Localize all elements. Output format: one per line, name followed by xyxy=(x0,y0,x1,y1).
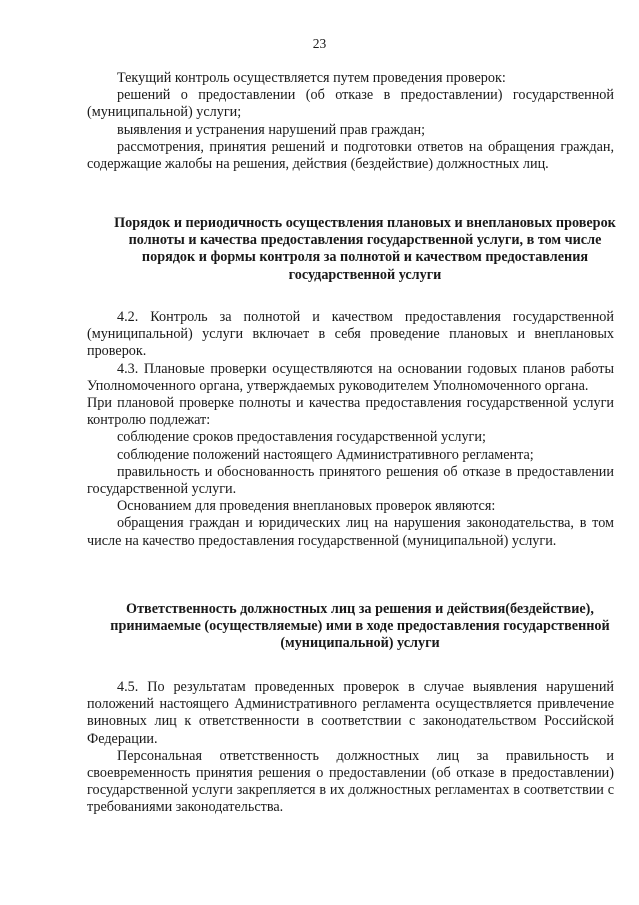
section-current-control xyxy=(87,70,614,173)
paragraph: правильность и обоснованность принятого решения об отказе в предоставлении государственной услуги. xyxy=(87,463,614,498)
paragraph: решений о предоставлении (об отказе в предоставлении) государственной (муниципальной) услуги; xyxy=(87,87,614,121)
section-responsibility xyxy=(87,679,614,817)
page-number: 23 xyxy=(312,36,327,51)
paragraph: Основанием для проведения внеплановых проверок являются: xyxy=(117,498,496,515)
paragraph: 4.2. Контроль за полнотой и качеством предоставления государственной (муниципальной) услуги включает в себя проведение плановых и внеплановых проверок. xyxy=(87,309,614,360)
section-inspections xyxy=(87,309,614,550)
paragraph: При плановой проверке полноты и качества предоставления государственной услуги контролю подлежат: xyxy=(87,395,614,429)
paragraph: Персональная ответственность должностных лиц за правильность и своевременность принятия решения о предоставлении (об отказе в предоставлении) государственной услуги закрепляется в их должностных регламентах в соответствии с требованиями законодательства. xyxy=(87,747,614,816)
paragraph: 4.5. По результатам проведенных проверок в случае выявления нарушений положений настоящего Административного регламента осуществляется привлечение виновных лиц к ответственности в соответствии с законодательством Российской Федерации. xyxy=(87,679,614,747)
paragraph: рассмотрения, принятия решений и подготовки ответов на обращения граждан, содержащие жалобы на решения, действия (бездействие) должностных лиц. xyxy=(87,138,614,173)
paragraph: обращения граждан и юридических лиц на нарушения законодательства, в том числе на качество предоставления государственной (муниципальной) услуги. xyxy=(87,515,614,549)
paragraph: соблюдение сроков предоставления государственной услуги; xyxy=(117,429,486,446)
paragraph: 4.3. Плановые проверки осуществляются на основании годовых планов работы Уполномоченного органа, утверждаемых руководителем Уполномоченного органа. xyxy=(87,360,614,394)
paragraph: Текущий контроль осуществляется путем проведения проверок: xyxy=(117,70,506,86)
paragraph: выявления и устранения нарушений прав граждан; xyxy=(117,121,426,138)
section-heading: Ответственность должностных лиц за решения и действия(бездействие), принимаемые (осуществляемые) ими в ходе предоставления государственной (муниципальной) услуги xyxy=(110,601,610,652)
paragraph: соблюдение положений настоящего Административного регламента; xyxy=(117,446,534,463)
section-heading: Порядок и периодичность осуществления плановых и внеплановых проверок полноты и качества предоставления государственной услуги, в том числе порядок и формы контроля за полнотой и качеством предоставления государственной услуги xyxy=(114,215,616,283)
